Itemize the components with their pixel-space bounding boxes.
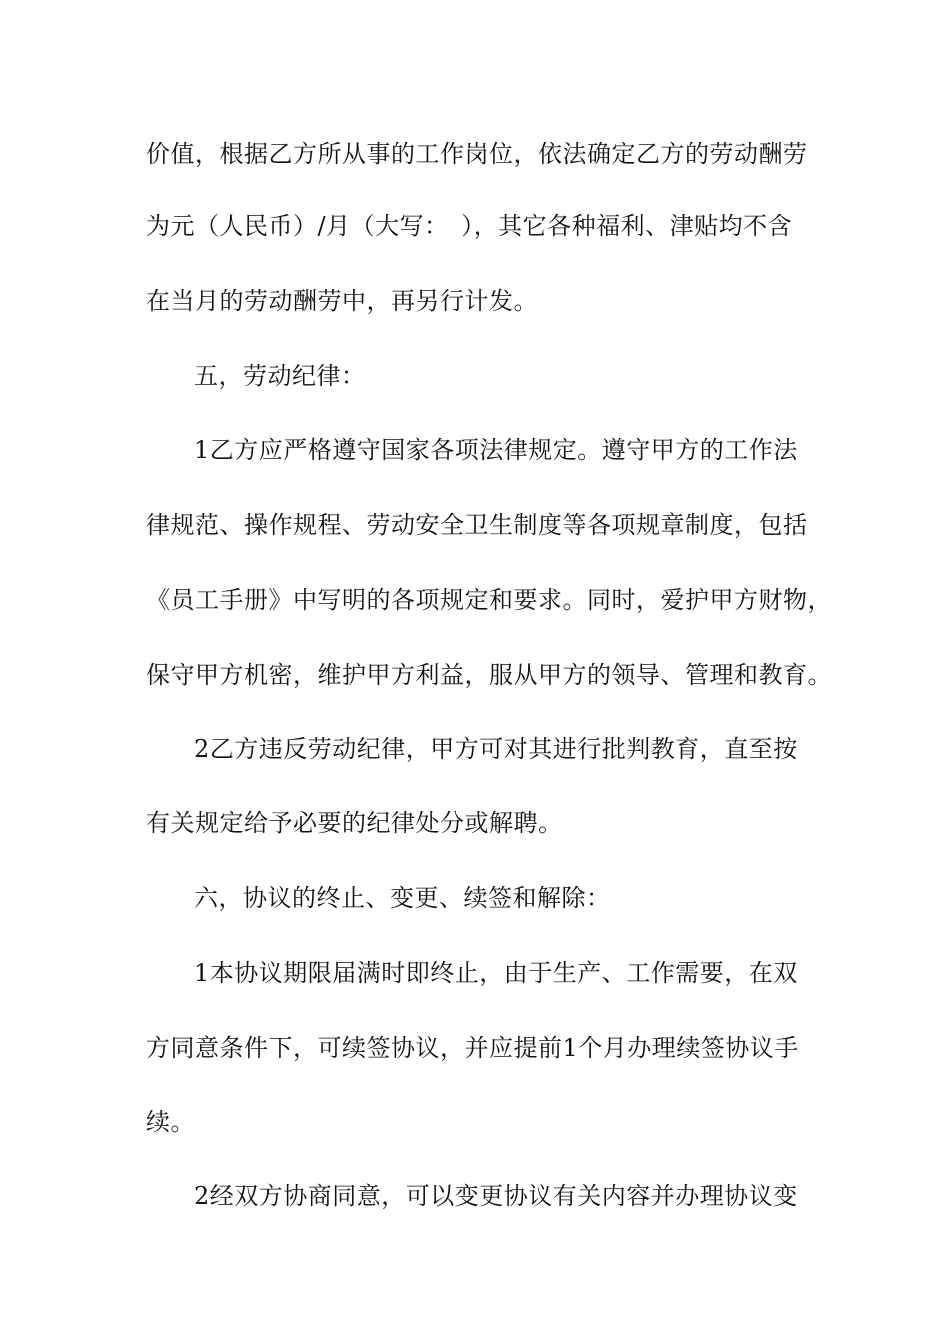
text-line: 为元（人民币）/月（大写： ），其它各种福利、津贴均不含 bbox=[146, 212, 793, 240]
text-line: 2经双方协商同意，可以变更协议有关内容并办理协议变 bbox=[194, 1182, 798, 1210]
text-line: 1本协议期限届满时即终止，由于生产、工作需要，在双 bbox=[194, 959, 798, 987]
text-line: 方同意条件下，可续签协议，并应提前1个月办理续签协议手 bbox=[146, 1034, 799, 1062]
text-line: 续。 bbox=[146, 1108, 195, 1136]
text-line: 2乙方违反劳动纪律，甲方可对其进行批判教育，直至按 bbox=[194, 735, 798, 763]
text-line: 价值，根据乙方所从事的工作岗位，依法确定乙方的劳动酬劳 bbox=[146, 140, 808, 168]
section-heading: 六，协议的终止、变更、续签和解除： bbox=[194, 884, 611, 912]
text-line: 《员工手册》中写明的各项规定和要求。同时，爱护甲方财物， bbox=[146, 586, 832, 614]
text-line: 保守甲方机密，维护甲方利益，服从甲方的领导、管理和教育。 bbox=[146, 661, 832, 689]
text-line: 1乙方应严格遵守国家各项法律规定。遵守甲方的工作法 bbox=[194, 436, 798, 464]
text-line: 律规范、操作规程、劳动安全卫生制度等各项规章制度，包括 bbox=[146, 511, 808, 539]
text-line: 有关规定给予必要的纪律处分或解聘。 bbox=[146, 809, 563, 837]
section-heading: 五，劳动纪律： bbox=[194, 362, 366, 390]
text-line: 在当月的劳动酬劳中，再另行计发。 bbox=[146, 287, 538, 315]
